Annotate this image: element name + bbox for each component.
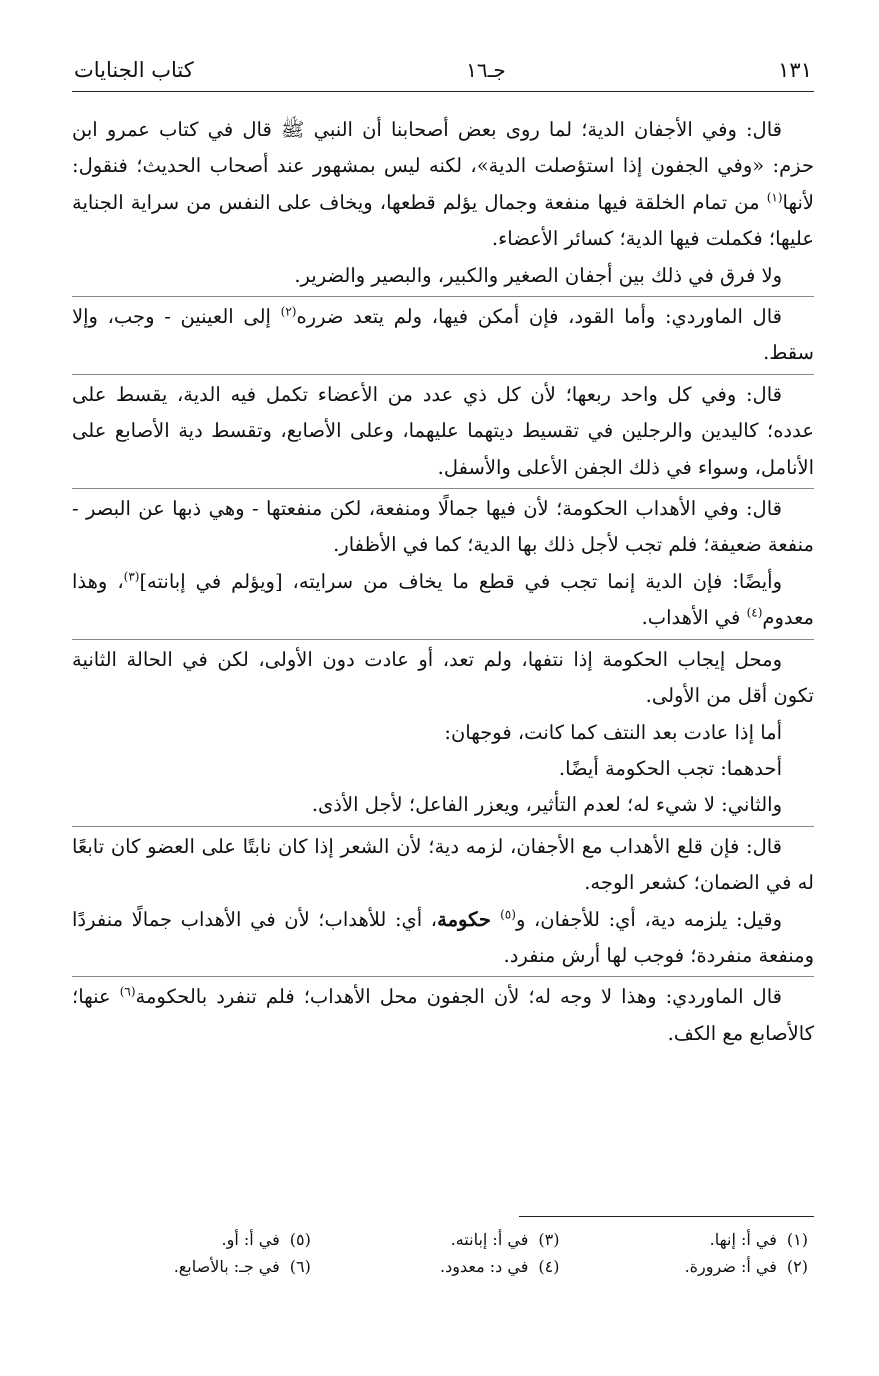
footnote-divider [519, 1216, 814, 1217]
paragraph: أحدهما: تجب الحكومة أيضًا. [558, 756, 782, 780]
footnote-row [72, 1253, 814, 1280]
paragraph: والثاني: لا شيء له؛ لعدم التأثير، ويعزر الفاعل؛ لأجل الأذى. [311, 793, 782, 817]
footnote-marker: (٥) [500, 907, 516, 922]
footnote: (٥)في أ: أو. [221, 1230, 311, 1249]
main-text [72, 112, 814, 1052]
footnote: (٣)في أ: إبانته. [450, 1230, 560, 1249]
paragraph: أما إذا عادت بعد النتف كما كانت، فوجهان: [444, 720, 782, 744]
footnote: (٦)في جـ: بالأصابع. [173, 1257, 311, 1276]
paragraph: ولا فرق في ذلك بين أجفان الصغير والكبير، والبصير والضرير. [294, 263, 782, 287]
footnote-marker: (٣) [123, 569, 140, 584]
book-page [72, 58, 814, 1358]
paragraph: قال: وفي الأجفان الدية؛ لما روى بعض أصحابنا أن النبي ﷺ قال في كتاب عمرو ابن حزم: «وفي الجفون إذا استؤصلت الدية»، لكنه ليس بمشهور عند أصحاب الحديث؛ فنقول: لأنها$^{(١)}$ من تمام الخلقة فيها منفعة وجمال يؤلم قطعها، ويخاف على النفس من سراية الجناية عليها؛ فكملت فيها الدية؛ كسائر الأعضاء. [72, 118, 814, 251]
paragraph: وأيضًا: فإن الدية إنما تجب في قطع ما يخاف من سرايته، [ويؤلم في إبانته]$^{(٣)}$، وهذا معدوم$^{(٤)}$ في الأهداب. [72, 569, 814, 630]
paragraph: قال: وفي الأهداب الحكومة؛ لأن فيها جمالًا ومنفعة، لكن منفعتها - وهي ذبها عن البصر - منفعة ضعيفة؛ فلم تجب لأجل ذلك بها الدية؛ كما في الأظفار. [72, 488, 814, 564]
paragraph: قال الماوردي: وهذا لا وجه له؛ لأن الجفون محل الأهداب؛ فلم تنفرد بالحكومة$^{(٦)}$ عنها؛ كالأصابع مع الكف. [72, 976, 814, 1052]
paragraph: ومحل إيجاب الحكومة إذا نتفها، ولم تعد، أو عادت دون الأولى، لكن في الحالة الثانية تكون أقل من الأولى. [72, 639, 814, 715]
paragraph: قال: وفي كل واحد ربعها؛ لأن كل ذي عدد من الأعضاء تكمل فيه الدية، يقسط على عدده؛ كاليدين والرجلين في تقسيط ديتهما عليهما، وعلى الأصابع، وتقسط دية الأصابع على الأنامل، وسواء في ذلك الجفن الأعلى والأسفل. [72, 374, 814, 486]
footnotes [72, 1226, 814, 1280]
book-title: كتاب الجنايات [74, 58, 194, 82]
footnote-marker: (٢) [280, 304, 297, 319]
running-header [72, 58, 814, 92]
page-number: ١٣١ [778, 58, 812, 82]
footnote: (١)في أ: إنها. [709, 1230, 808, 1249]
volume-label: جـ١٦ [466, 58, 506, 82]
footnote: (٢)في أ: ضرورة. [684, 1257, 808, 1276]
paragraph: قال: فإن قلع الأهداب مع الأجفان، لزمه دية؛ لأن الشعر إذا كان نابتًا على العضو كان تابعًا له في الضمان؛ كشعر الوجه. [72, 826, 814, 902]
footnote-marker: (١) [766, 190, 783, 205]
footnote: (٤)في د: معدود. [440, 1257, 560, 1276]
paragraph: وقيل: يلزمه دية، أي: للأجفان، و$^{(٥)}$ حكومة، أي: للأهداب؛ لأن في الأهداب جمالًا منفردًا ومنفعة منفردة؛ فوجب لها أرش منفرد. [72, 907, 814, 967]
footnote-row [72, 1226, 814, 1253]
footnote-marker: (٦) [119, 984, 136, 999]
footnote-marker: (٤) [746, 605, 763, 620]
paragraph: قال الماوردي: وأما القود، فإن أمكن فيها، ولم يتعد ضرره$^{(٢)}$ إلى العينين - وجب، وإلا سقط. [72, 296, 814, 372]
